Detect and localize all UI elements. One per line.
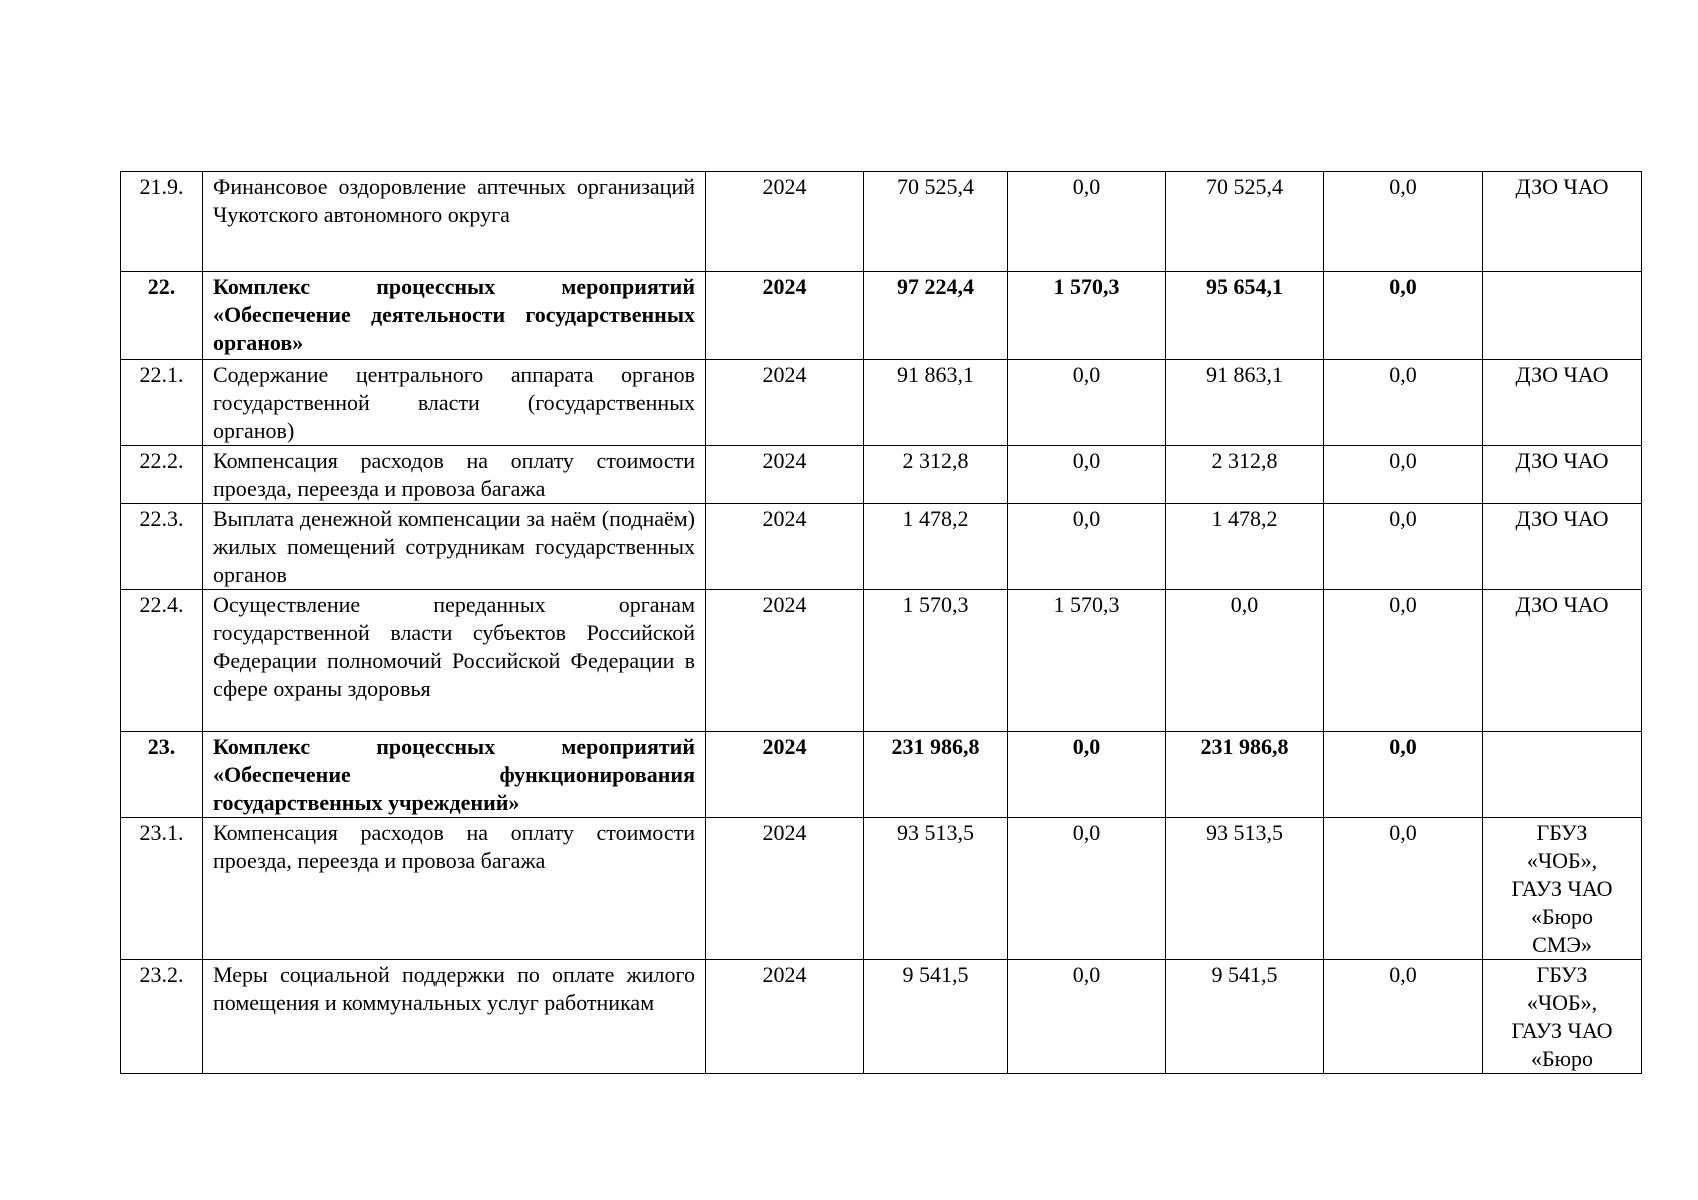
measure-name-cell: Компенсация расходов на оплату стоимости проезда, переезда и провоза багажа bbox=[203, 446, 706, 504]
total-amount-cell: 1 570,3 bbox=[864, 590, 1008, 732]
federal-budget-cell: 0,0 bbox=[1008, 446, 1166, 504]
total-amount-cell: 91 863,1 bbox=[864, 360, 1008, 446]
executor-cell bbox=[1483, 504, 1642, 590]
federal-budget-cell: 0,0 bbox=[1008, 960, 1166, 1074]
row-number-cell: 22.3. bbox=[121, 504, 203, 590]
table-row bbox=[121, 590, 1642, 732]
table-row bbox=[121, 818, 1642, 960]
executor-line: «ЧОБ», bbox=[1526, 990, 1598, 1015]
executor-line: «Бюро bbox=[1530, 904, 1594, 929]
total-amount-cell: 9 541,5 bbox=[864, 960, 1008, 1074]
measure-name-cell: Финансовое оздоровление аптечных организаций Чукотского автономного округа bbox=[203, 172, 706, 272]
table-row bbox=[121, 446, 1642, 504]
other-sources-cell: 0,0 bbox=[1324, 590, 1483, 732]
federal-budget-cell: 0,0 bbox=[1008, 172, 1166, 272]
federal-budget-cell: 0,0 bbox=[1008, 360, 1166, 446]
table-row bbox=[121, 504, 1642, 590]
table-row bbox=[121, 172, 1642, 272]
other-sources-cell: 0,0 bbox=[1324, 446, 1483, 504]
federal-budget-cell: 1 570,3 bbox=[1008, 272, 1166, 360]
executor-cell bbox=[1483, 172, 1642, 272]
executor-line: СМЭ» bbox=[1532, 932, 1592, 957]
other-sources-cell: 0,0 bbox=[1324, 504, 1483, 590]
executor-line: ГАУЗ ЧАО bbox=[1511, 876, 1613, 901]
year-cell: 2024 bbox=[706, 504, 864, 590]
regional-budget-cell: 231 986,8 bbox=[1166, 732, 1324, 818]
table-row bbox=[121, 272, 1642, 360]
regional-budget-cell: 70 525,4 bbox=[1166, 172, 1324, 272]
year-cell: 2024 bbox=[706, 272, 864, 360]
executor-line: ДЗО ЧАО bbox=[1515, 592, 1609, 617]
total-amount-cell: 2 312,8 bbox=[864, 446, 1008, 504]
year-cell: 2024 bbox=[706, 172, 864, 272]
other-sources-cell: 0,0 bbox=[1324, 732, 1483, 818]
regional-budget-cell: 2 312,8 bbox=[1166, 446, 1324, 504]
table-row bbox=[121, 360, 1642, 446]
measure-name-cell: Компенсация расходов на оплату стоимости проезда, переезда и провоза багажа bbox=[203, 818, 706, 960]
other-sources-cell: 0,0 bbox=[1324, 360, 1483, 446]
measure-name-cell: Меры социальной поддержки по оплате жилого помещения и коммунальных услуг работникам bbox=[203, 960, 706, 1074]
year-cell: 2024 bbox=[706, 732, 864, 818]
executor-cell bbox=[1483, 818, 1642, 960]
total-amount-cell: 97 224,4 bbox=[864, 272, 1008, 360]
executor-line: ГАУЗ ЧАО bbox=[1511, 1018, 1613, 1043]
measure-name-cell: Выплата денежной компенсации за наём (поднаём) жилых помещений сотрудникам государственных органов bbox=[203, 504, 706, 590]
year-cell: 2024 bbox=[706, 360, 864, 446]
executor-line: ГБУЗ bbox=[1536, 962, 1588, 987]
executor-line: «ЧОБ», bbox=[1526, 848, 1598, 873]
executor-cell bbox=[1483, 732, 1642, 818]
federal-budget-cell: 0,0 bbox=[1008, 504, 1166, 590]
regional-budget-cell: 93 513,5 bbox=[1166, 818, 1324, 960]
regional-budget-cell: 1 478,2 bbox=[1166, 504, 1324, 590]
total-amount-cell: 70 525,4 bbox=[864, 172, 1008, 272]
measure-name-cell: Комплекс процессных мероприятий «Обеспечение деятельности государственных органов» bbox=[203, 272, 706, 360]
executor-cell bbox=[1483, 446, 1642, 504]
executor-line: «Бюро bbox=[1530, 1046, 1594, 1071]
other-sources-cell: 0,0 bbox=[1324, 960, 1483, 1074]
other-sources-cell: 0,0 bbox=[1324, 272, 1483, 360]
row-number-cell: 23.2. bbox=[121, 960, 203, 1074]
measure-name-cell: Комплекс процессных мероприятий «Обеспечение функционирования государственных учреждений» bbox=[203, 732, 706, 818]
year-cell: 2024 bbox=[706, 960, 864, 1074]
executor-line: ДЗО ЧАО bbox=[1515, 506, 1609, 531]
executor-cell bbox=[1483, 960, 1642, 1074]
row-number-cell: 21.9. bbox=[121, 172, 203, 272]
measure-name-cell: Осуществление переданных органам государственной власти субъектов Российской Федерации полномочий Российской Федерации в сфере охраны здоровья bbox=[203, 590, 706, 732]
table-body bbox=[121, 172, 1642, 1074]
total-amount-cell: 1 478,2 bbox=[864, 504, 1008, 590]
executor-line: ДЗО ЧАО bbox=[1515, 448, 1609, 473]
other-sources-cell: 0,0 bbox=[1324, 172, 1483, 272]
table-row bbox=[121, 960, 1642, 1074]
regional-budget-cell: 91 863,1 bbox=[1166, 360, 1324, 446]
executor-cell bbox=[1483, 590, 1642, 732]
regional-budget-cell: 95 654,1 bbox=[1166, 272, 1324, 360]
regional-budget-cell: 9 541,5 bbox=[1166, 960, 1324, 1074]
executor-cell bbox=[1483, 360, 1642, 446]
federal-budget-cell: 1 570,3 bbox=[1008, 590, 1166, 732]
year-cell: 2024 bbox=[706, 818, 864, 960]
measure-name-cell: Содержание центрального аппарата органов государственной власти (государственных органов) bbox=[203, 360, 706, 446]
row-number-cell: 22.2. bbox=[121, 446, 203, 504]
row-number-cell: 22.1. bbox=[121, 360, 203, 446]
year-cell: 2024 bbox=[706, 446, 864, 504]
federal-budget-cell: 0,0 bbox=[1008, 732, 1166, 818]
row-number-cell: 23.1. bbox=[121, 818, 203, 960]
executor-line: ДЗО ЧАО bbox=[1515, 362, 1609, 387]
row-number-cell: 22. bbox=[121, 272, 203, 360]
executor-line: ГБУЗ bbox=[1536, 820, 1588, 845]
row-number-cell: 23. bbox=[121, 732, 203, 818]
budget-table bbox=[120, 171, 1642, 1074]
row-number-cell: 22.4. bbox=[121, 590, 203, 732]
executor-cell bbox=[1483, 272, 1642, 360]
total-amount-cell: 231 986,8 bbox=[864, 732, 1008, 818]
table-row bbox=[121, 732, 1642, 818]
total-amount-cell: 93 513,5 bbox=[864, 818, 1008, 960]
federal-budget-cell: 0,0 bbox=[1008, 818, 1166, 960]
executor-line: ДЗО ЧАО bbox=[1515, 174, 1609, 199]
other-sources-cell: 0,0 bbox=[1324, 818, 1483, 960]
regional-budget-cell: 0,0 bbox=[1166, 590, 1324, 732]
year-cell: 2024 bbox=[706, 590, 864, 732]
